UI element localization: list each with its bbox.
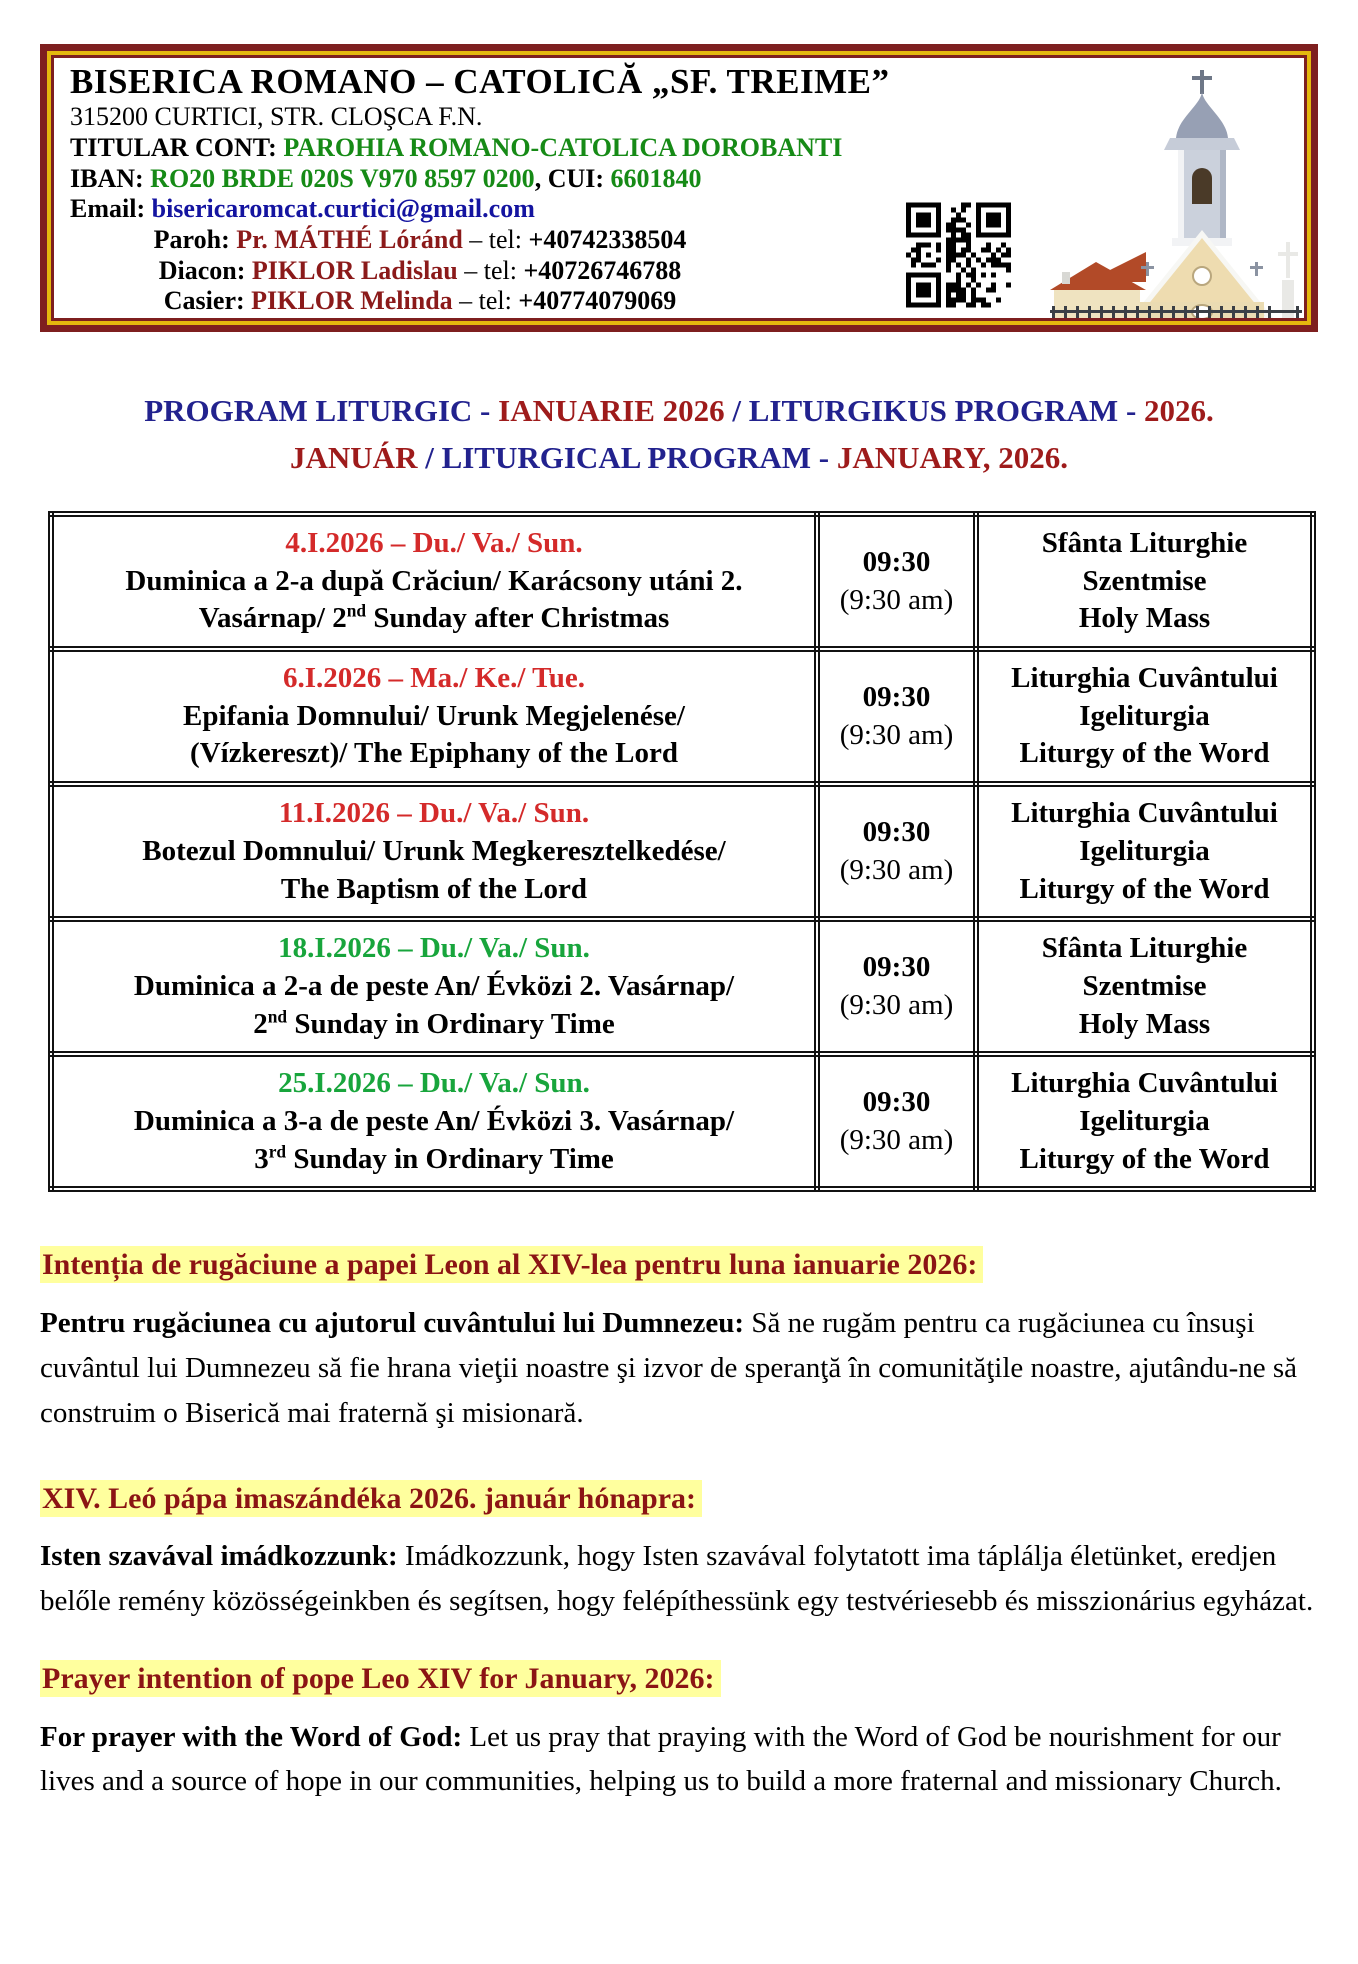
- service-name-ro: Sfânta Liturghie: [1041, 932, 1248, 965]
- section-lead: Pentru rugăciunea cu ajutorul cuvântului lui Dumnezeu:: [40, 1306, 745, 1339]
- page-title: [0, 388, 1358, 481]
- time-24h: 09:30: [862, 680, 931, 713]
- header-border-inner: [51, 55, 1307, 321]
- title-segment: JANUARY, 2026.: [836, 439, 1068, 475]
- contact-paroh: [70, 225, 770, 256]
- service-name-hu: Szentmise: [1082, 969, 1207, 1002]
- table-row: [51, 514, 1313, 649]
- liturgical-schedule-table: [48, 511, 1316, 1192]
- time-12h: (9:30 am): [839, 1123, 954, 1156]
- time-24h: 09:30: [862, 951, 931, 984]
- service-cell: [976, 649, 1313, 784]
- event-title-text: 2: [253, 1007, 268, 1040]
- event-title-line: [58, 1006, 810, 1044]
- event-title-text: The Baptism of the Lord: [280, 872, 588, 905]
- header-border-gold: [47, 51, 1311, 325]
- section-romanian: [40, 1242, 1318, 1435]
- table-row: [51, 649, 1313, 784]
- event-title-line: Duminica a 2-a de peste An/ Évközi 2. Vasárnap/: [133, 969, 735, 1002]
- event-title-text: Sunday in Ordinary Time: [287, 1007, 615, 1040]
- iban-line: [70, 164, 950, 195]
- table-row: [51, 784, 1313, 919]
- section-body: [40, 1534, 1318, 1624]
- section-lead: For prayer with the Word of God:: [40, 1720, 463, 1753]
- service-name-ro: Liturghia Cuvântului: [1011, 662, 1278, 695]
- contact-tel-label: – tel:: [469, 224, 523, 254]
- email-address[interactable]: bisericaromcat.curtici@gmail.com: [151, 194, 535, 224]
- account-line: [70, 133, 950, 164]
- contact-role: Paroh:: [153, 224, 230, 254]
- page: [0, 44, 1358, 1964]
- event-title-line: Epifania Domnului/ Urunk Megjelenése/: [183, 699, 685, 732]
- contact-phone: +40726746788: [523, 255, 682, 285]
- service-name-en: Liturgy of the Word: [1019, 872, 1270, 905]
- event-title-text: 3: [254, 1142, 269, 1175]
- event-date: 18.I.2026 – Du./ Va./ Sun.: [278, 932, 590, 965]
- title-segment: / LITURGICAL PROGRAM -: [417, 439, 837, 475]
- section-hungarian: [40, 1476, 1318, 1624]
- service-cell: [976, 1054, 1313, 1189]
- event-title-text: (Vízkereszt)/ The Epiphany of the Lord: [190, 737, 678, 770]
- event-cell: [51, 784, 817, 919]
- contact-casier: [70, 286, 770, 317]
- page-title-line1: [0, 388, 1358, 435]
- time-24h: 09:30: [862, 545, 931, 578]
- event-title-line: Duminica a 3-a de peste An/ Évközi 3. Vasárnap/: [133, 1104, 735, 1137]
- qr-code-icon: [906, 200, 1011, 310]
- event-cell: [51, 514, 817, 649]
- time-12h: (9:30 am): [839, 853, 954, 886]
- ordinal-superscript: nd: [267, 1005, 288, 1026]
- section-heading: Prayer intention of pope Leo XIV for January, 2026:: [40, 1660, 721, 1697]
- time-cell: [817, 1054, 976, 1189]
- header-text-block: [70, 62, 950, 317]
- contact-phone: +40742338504: [528, 224, 687, 254]
- cui-label: , CUI:: [534, 163, 605, 193]
- title-segment: / LITURGIKUS PROGRAM -: [724, 393, 1145, 428]
- church-name: BISERICA ROMANO – CATOLICĂ „SF. TREIME”: [70, 62, 890, 101]
- event-date: 11.I.2026 – Du./ Va./ Sun.: [278, 797, 590, 830]
- iban-label: IBAN:: [70, 163, 144, 193]
- title-segment: JANUÁR: [290, 439, 418, 475]
- email-label: Email:: [70, 194, 146, 224]
- service-name-en: Liturgy of the Word: [1019, 1142, 1270, 1175]
- service-name-ro: Liturghia Cuvântului: [1011, 1067, 1278, 1100]
- service-name-en: Liturgy of the Word: [1019, 737, 1270, 770]
- section-text: Let us pray that praying with the Word of God be nourishment for our lives and a source of hope in our communities, helping us to build a more fraternal and missionary Church.: [40, 1720, 1282, 1798]
- title-segment: 2026.: [1144, 393, 1214, 428]
- ordinal-superscript: rd: [268, 1140, 287, 1161]
- section-heading: XIV. Leó pápa imaszándéka 2026. január hónapra:: [40, 1480, 702, 1517]
- contact-role: Diacon:: [158, 255, 246, 285]
- section-body: [40, 1301, 1318, 1436]
- contact-diacon: [70, 256, 770, 287]
- time-cell: [817, 919, 976, 1054]
- section-lead: Isten szavával imádkozzunk:: [40, 1540, 398, 1573]
- contacts-block: [70, 225, 770, 317]
- iban-value: RO20 BRDE 020S V970 8597 0200: [150, 163, 535, 193]
- service-name-ro: Liturghia Cuvântului: [1011, 797, 1278, 830]
- event-date: 6.I.2026 – Ma./ Ke./ Tue.: [282, 662, 586, 695]
- header-box: [40, 44, 1318, 332]
- event-title-text: Sunday in Ordinary Time: [286, 1142, 614, 1175]
- service-cell: [976, 514, 1313, 649]
- table-row: [51, 919, 1313, 1054]
- service-cell: [976, 784, 1313, 919]
- event-date: 4.I.2026 – Du./ Va./ Sun.: [285, 527, 583, 559]
- event-title-line: [58, 735, 810, 773]
- contact-name: PIKLOR Melinda: [251, 286, 453, 316]
- time-cell: [817, 784, 976, 919]
- section-heading: Intenția de rugăciune a papei Leon al XIV-lea pentru luna ianuarie 2026:: [40, 1246, 983, 1283]
- event-title-line: [58, 1141, 810, 1179]
- service-cell: [976, 919, 1313, 1054]
- event-cell: [51, 919, 817, 1054]
- contact-tel-label: – tel:: [459, 286, 512, 316]
- time-cell: [817, 514, 976, 649]
- time-cell: [817, 649, 976, 784]
- time-24h: 09:30: [862, 1086, 931, 1119]
- event-date: 25.I.2026 – Du./ Va./ Sun.: [278, 1067, 590, 1100]
- event-title-text: Vasárnap/ 2: [198, 602, 347, 635]
- account-value: PAROHIA ROMANO-CATOLICA DOROBANTI: [283, 132, 843, 162]
- email-line: [70, 194, 950, 225]
- title-segment: PROGRAM LITURGIC -: [144, 393, 499, 428]
- event-title-line: Duminica a 2-a după Crăciun/ Karácsony utáni 2.: [125, 564, 743, 597]
- account-label: TITULAR CONT:: [70, 132, 277, 162]
- service-name-ro: Sfânta Liturghie: [1041, 527, 1248, 559]
- time-12h: (9:30 am): [839, 583, 954, 616]
- event-title-text: Sunday after Christmas: [366, 602, 670, 635]
- time-12h: (9:30 am): [839, 988, 954, 1021]
- service-name-hu: Igeliturgia: [1079, 699, 1210, 732]
- title-segment: IANUARIE 2026: [498, 393, 725, 428]
- cui-value: 6601840: [610, 163, 702, 193]
- contact-name: PIKLOR Ladislau: [251, 255, 458, 285]
- event-title-line: [58, 871, 810, 909]
- event-cell: [51, 1054, 817, 1189]
- section-english: [40, 1656, 1318, 1804]
- service-name-hu: Szentmise: [1082, 564, 1207, 597]
- service-name-en: Holy Mass: [1078, 1007, 1211, 1040]
- church-photo: [1050, 66, 1302, 321]
- service-name-hu: Igeliturgia: [1079, 834, 1210, 867]
- time-24h: 09:30: [862, 815, 931, 848]
- contact-tel-label: – tel:: [464, 255, 517, 285]
- event-title-line: [58, 600, 810, 638]
- event-title-line: Botezul Domnului/ Urunk Megkeresztelkedése/: [142, 834, 726, 867]
- section-text: Imádkozzunk, hogy Isten szavával folytatott ima táplálja életünket, eredjen belőle remény közösségeinkben és segítsen, hogy felépíthessünk egy testvériesebb és misszionárius egyházat.: [40, 1540, 1314, 1618]
- time-12h: (9:30 am): [839, 718, 954, 751]
- service-name-hu: Igeliturgia: [1079, 1104, 1210, 1137]
- table-row: [51, 1054, 1313, 1189]
- prayer-intentions: [40, 1242, 1318, 1804]
- contact-role: Casier:: [163, 286, 245, 316]
- section-text: Să ne rugăm pentru ca rugăciunea cu însuşi cuvântul lui Dumnezeu să fie hrana vieţii noastre şi izvor de speranţă în comunităţile noastre, ajutându-ne să construim o Biserică mai fraternă şi misionară.: [40, 1306, 1298, 1429]
- section-body: [40, 1715, 1318, 1805]
- page-title-line2: [0, 435, 1358, 482]
- contact-name: Pr. MÁTHÉ Lóránd: [236, 224, 463, 254]
- contact-phone: +40774079069: [518, 286, 677, 316]
- event-cell: [51, 649, 817, 784]
- ordinal-superscript: nd: [346, 600, 367, 621]
- service-name-en: Holy Mass: [1078, 602, 1211, 635]
- church-address: 315200 CURTICI, STR. CLOŞCA F.N.: [70, 102, 483, 132]
